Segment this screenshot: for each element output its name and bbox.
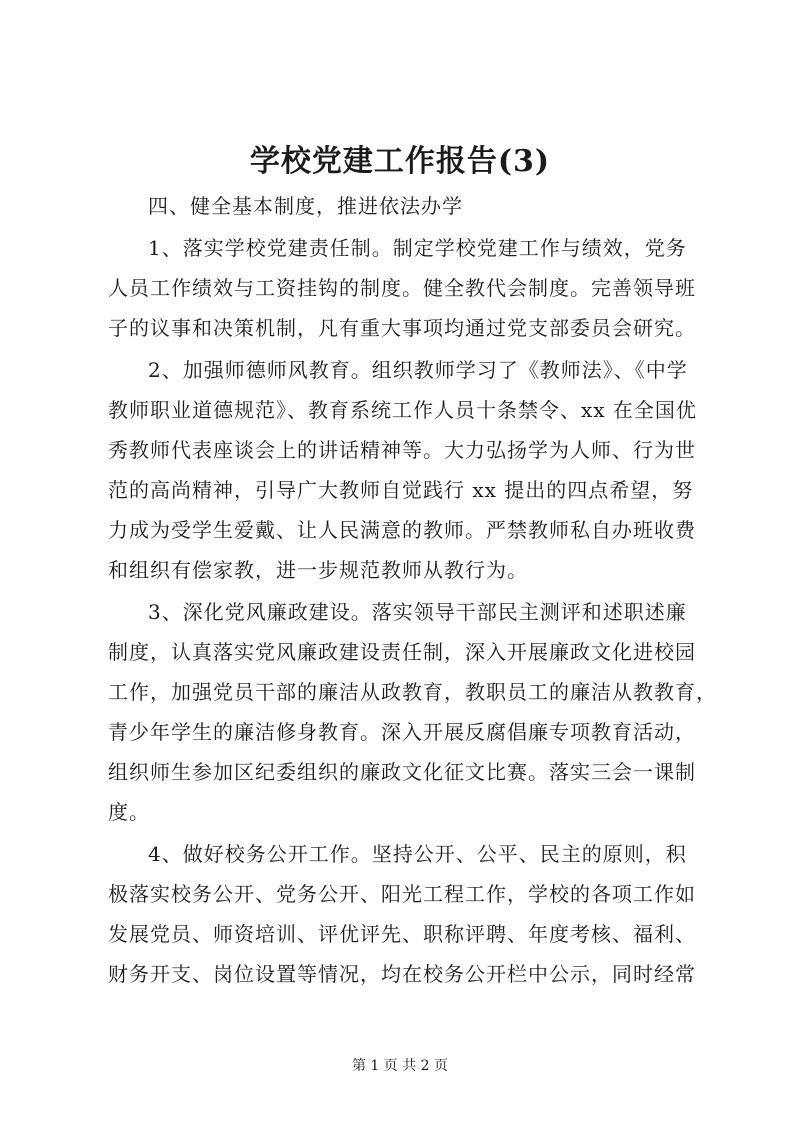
paragraph-line: 教师职业道德规范》、教育系统工作人员十条禁令、xx 在全国优 xyxy=(108,398,697,422)
paragraph-line: 制度，认真落实党风廉政建设责任制，深入开展廉政文化进校园 xyxy=(108,640,696,664)
paragraph-line: 4、做好校务公开工作。坚持公开、公平、民主的原则，积 xyxy=(148,842,687,866)
paragraph-line: 3、深化党风廉政建设。落实领导干部民主测评和述职述廉 xyxy=(148,600,687,624)
page-number: 第 1 页 共 2 页 xyxy=(351,1058,449,1074)
paragraph-line: 青少年学生的廉洁修身教育。深入开展反腐倡廉专项教育活动， xyxy=(108,720,696,744)
paragraph-line: 人员工作绩效与工资挂钩的制度。健全教代会制度。完善领导班 xyxy=(108,276,696,300)
paragraph-line: 极落实校务公开、党务公开、阳光工程工作，学校的各项工作如 xyxy=(108,882,696,906)
paragraph-line: 组织师生参加区纪委组织的廉政文化征文比赛。落实三会一课制 xyxy=(108,760,696,784)
paragraph-line: 财务开支、岗位设置等情况，均在校务公开栏中公示，同时经常 xyxy=(108,962,696,986)
paragraph-line: 子的议事和决策机制，凡有重大事项均通过党支部委员会研究。 xyxy=(108,316,696,340)
paragraph-line: 和组织有偿家教，进一步规范教师从教行为。 xyxy=(108,558,528,582)
paragraph-line: 范的高尚精神，引导广大教师自觉践行 xx 提出的四点希望，努 xyxy=(108,478,694,502)
paragraph-line: 秀教师代表座谈会上的讲话精神等。大力弘扬学为人师、行为世 xyxy=(108,438,696,462)
paragraph-line: 发展党员、师资培训、评优评先、职称评聘、年度考核、福利、 xyxy=(108,922,696,946)
paragraph-line: 工作，加强党员干部的廉洁从政教育，教职员工的廉洁从教教育， xyxy=(108,680,717,704)
paragraph-line: 度。 xyxy=(108,800,150,824)
paragraph-line: 2、加强师德师风教育。组织教师学习了《教师法》、《中学 xyxy=(148,358,688,382)
paragraph-line: 1、落实学校党建责任制。制定学校党建工作与绩效，党务 xyxy=(148,236,687,260)
page-title: 学校党建工作报告(3) xyxy=(249,144,551,179)
paragraph-line: 力成为受学生爱戴、让人民满意的教师。严禁教师私自办班收费 xyxy=(108,518,696,542)
section-heading: 四、健全基本制度，推进依法办学 xyxy=(148,194,463,218)
